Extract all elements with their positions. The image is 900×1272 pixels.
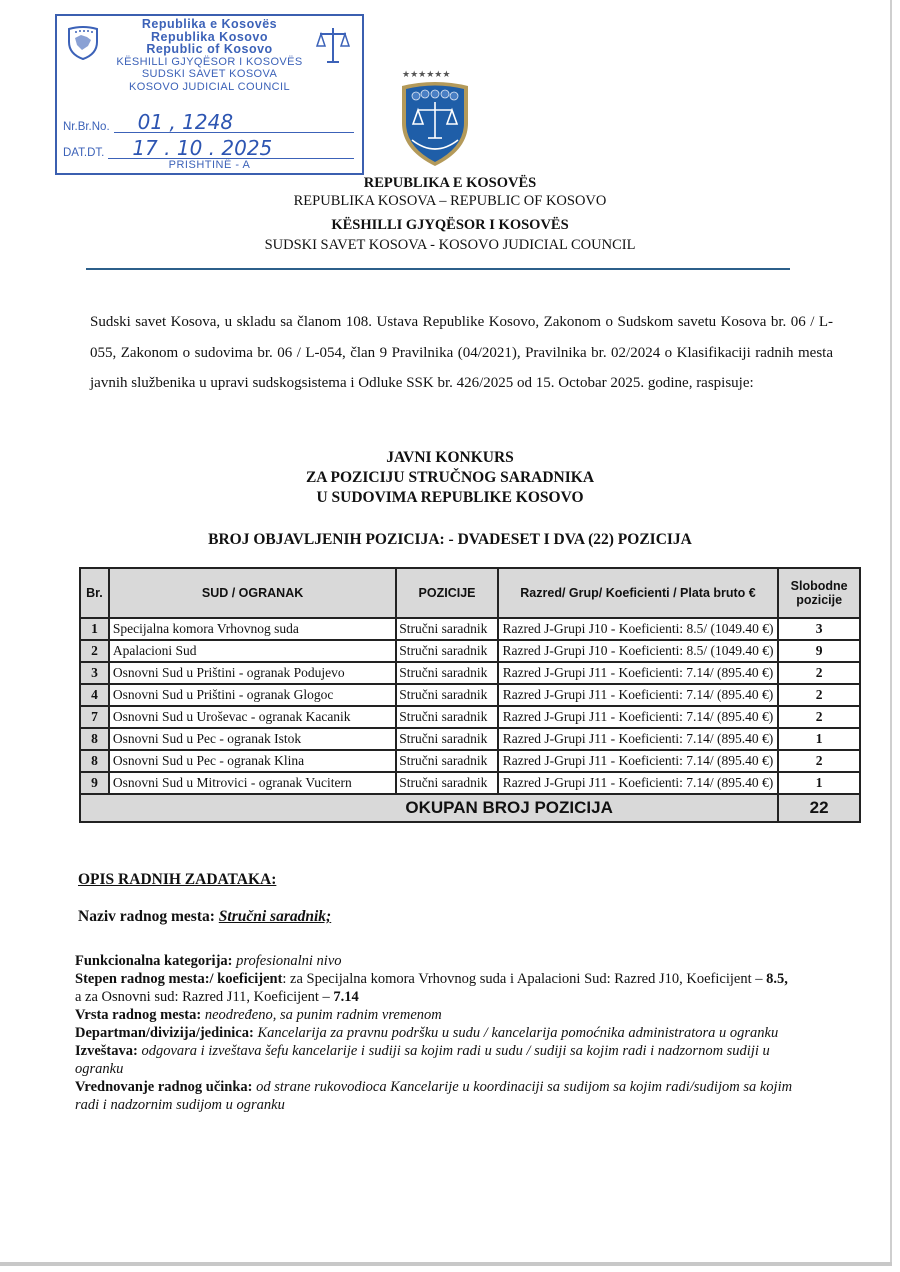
title-line-1: JAVNI KONKURS [386,449,514,466]
row-vacancies: 2 [778,684,860,706]
stamp-city: PRISHTINË - A [168,159,251,171]
row-number: 7 [80,706,109,728]
row-number: 4 [80,684,109,706]
row-number: 8 [80,728,109,750]
field-job-type: Vrsta radnog mesta: neodređeno, sa punim radnim vremenom [75,1007,442,1023]
header-republic-serbian-english: REPUBLIKA KOSOVA – REPUBLIC OF KOSOVO [293,193,607,209]
row-position: Stručni saradnik [396,684,498,706]
row-position: Stručni saradnik [396,706,498,728]
judicial-council-shield-icon [398,68,472,168]
stamp-number-value: 01 , 1248 [114,112,354,133]
row-position: Stručni saradnik [396,772,498,794]
table-row [80,618,860,640]
row-number: 2 [80,640,109,662]
row-position: Stručni saradnik [396,640,498,662]
field-department: Departman/divizija/jedinica: Kancelarija za pravnu podršku u sudu / kancelarija pomoćnika administratora u ogranku [75,1025,779,1041]
field-grade-coefficient: Stepen radnog mesta:/ koeficijent: za Specijalna komora Vrhovnog suda i Apalacioni Sud: Razred J10, Koeficijent – 8.5, a za Osnovni sud: Razred J11, Koeficijent – 7.14 [75,971,788,1005]
stamp-date-label: DAT.DT. [63,147,105,159]
positions-count-line: BROJ OBJAVLJENIH POZICIJA: - DVADESET I DVA (22) POZICIJA [208,531,692,548]
stamp-line-4: KËSHILLI GJYQËSOR I KOSOVËS [116,55,303,68]
stamp-line-6: KOSOVO JUDICIAL COUNCIL [129,80,290,93]
job-name-label: Naziv radnog mesta: [78,908,219,925]
row-court: Osnovni Sud u Uroševac - ogranak Kacanik [109,706,396,728]
row-position: Stručni saradnik [396,750,498,772]
svg-text:★★★★★★: ★★★★★★ [402,70,451,80]
job-description-heading: OPIS RADNIH ZADATAKA: [78,871,277,888]
row-vacancies: 2 [778,750,860,772]
header-republic-albanian: REPUBLIKA E KOSOVËS [363,175,537,191]
stamp-line-5: SUDSKI SAVET KOSOVA [141,68,278,80]
stamp-date-value: 17 . 10 . 2025 [108,138,354,159]
total-value: 22 [778,794,860,822]
stamp-line-1: Republika e Kosovës [141,17,278,31]
row-vacancies: 1 [778,728,860,750]
intro-paragraph: Sudski savet Kosova, u skladu sa članom 108. Ustava Republike Kosovo, Zakonom o Sudskom savetu Kosova br. 06 / L-055, Zakonom o sudovima br. 06 / L-054, član 9 Pravilnika (04/2021), Pravilnika br. 02/2024 o Klasifikaciji radnih mesta javnih službenika u upravi sudskogsistema i Odluke SSK br. 426/2025 od 15. Octobar 2025. godine, raspisuje: [90,314,833,391]
col-header-number: Br. [80,568,109,618]
row-court: Specijalna komora Vrhovnog suda [109,618,396,640]
header-council-albanian: KËSHILLI GJYQËSOR I KOSOVËS [331,217,569,233]
col-header-grade-salary: Razred/ Grup/ Koeficienti / Plata bruto € [498,568,778,618]
job-name-line [78,908,331,926]
row-vacancies: 3 [778,618,860,640]
stamp-line-2: Republika Kosovo [150,29,269,44]
table-header-row [80,568,860,618]
row-grade-salary: Razred J-Grupi J11 - Koeficienti: 7.14/ (895.40 €) [498,684,778,706]
stamp-number-row [63,112,354,133]
row-position: Stručni saradnik [396,662,498,684]
row-grade-salary: Razred J-Grupi J11 - Koeficienti: 7.14/ (895.40 €) [498,750,778,772]
row-number: 9 [80,772,109,794]
row-position: Stručni saradnik [396,618,498,640]
table-total-row [80,794,860,822]
table-row [80,750,860,772]
title-line-2: ZA POZICIJU STRUČNOG SARADNIKA [305,469,595,486]
row-vacancies: 2 [778,662,860,684]
stamp-line-3: Republic of Kosovo [146,42,273,56]
table-row [80,662,860,684]
scan-edge-bottom [0,1262,892,1266]
stamp-number-label: Nr.Br.No. [63,121,110,133]
row-number: 3 [80,662,109,684]
table-row [80,684,860,706]
total-label: OKUPAN BROJ POZICIJA [80,794,778,822]
row-grade-salary: Razred J-Grupi J10 - Koeficienti: 8.5/ (1049.40 €) [498,618,778,640]
row-grade-salary: Razred J-Grupi J11 - Koeficienti: 7.14/ (895.40 €) [498,706,778,728]
row-court: Osnovni Sud u Pec - ogranak Istok [109,728,396,750]
row-court: Osnovni Sud u Pec - ogranak Klina [109,750,396,772]
col-header-position: POZICIJE [396,568,498,618]
header-divider [86,268,790,270]
positions-table [79,567,861,823]
row-vacancies: 1 [778,772,860,794]
row-court: Apalacioni Sud [109,640,396,662]
row-number: 8 [80,750,109,772]
row-court: Osnovni Sud u Prištini - ogranak Glogoc [109,684,396,706]
kosovo-emblem-icon [67,26,99,60]
registry-stamp [55,14,364,175]
row-court: Osnovni Sud u Mitrovici - ogranak Vucitern [109,772,396,794]
field-reports-to: Izveštava: odgovara i izveštava šefu kancelarije i sudiji sa kojim radi u sudu / sudiji sa kojim radi i nadzornom sudiji u ogranku [75,1043,770,1077]
row-vacancies: 9 [778,640,860,662]
row-number: 1 [80,618,109,640]
row-vacancies: 2 [778,706,860,728]
job-name-value: Stručni saradnik; [218,908,332,925]
table-row [80,772,860,794]
table-row [80,640,860,662]
row-grade-salary: Razred J-Grupi J11 - Koeficienti: 7.14/ (895.40 €) [498,662,778,684]
field-performance-evaluation: Vrednovanje radnog učinka: od strane rukovodioca Kancelarije u koordinaciji sa sudijom sa kojim radi/sudijom sa kojim radi i nadzornim sudijom u ogranku [75,1079,793,1113]
col-header-vacancies: Slobodne pozicije [778,568,860,618]
col-header-court: SUD / OGRANAK [109,568,396,618]
stamp-date-row [63,138,354,159]
job-fields [75,952,795,1114]
field-functional-category: Funkcionalna kategorija: profesionalni nivo [75,953,342,969]
title-line-3: U SUDOVIMA REPUBLIKE KOSOVO [316,489,584,506]
table-row [80,706,860,728]
row-grade-salary: Razred J-Grupi J10 - Koeficienti: 8.5/ (1049.40 €) [498,640,778,662]
row-position: Stručni saradnik [396,728,498,750]
row-grade-salary: Razred J-Grupi J11 - Koeficienti: 7.14/ (895.40 €) [498,728,778,750]
row-grade-salary: Razred J-Grupi J11 - Koeficienti: 7.14/ (895.40 €) [498,772,778,794]
row-court: Osnovni Sud u Prištini - ogranak Podujevo [109,662,396,684]
table-row [80,728,860,750]
header-council-serbian-english: SUDSKI SAVET KOSOVA - KOSOVO JUDICIAL COUNCIL [264,237,636,253]
competition-title [0,448,900,508]
